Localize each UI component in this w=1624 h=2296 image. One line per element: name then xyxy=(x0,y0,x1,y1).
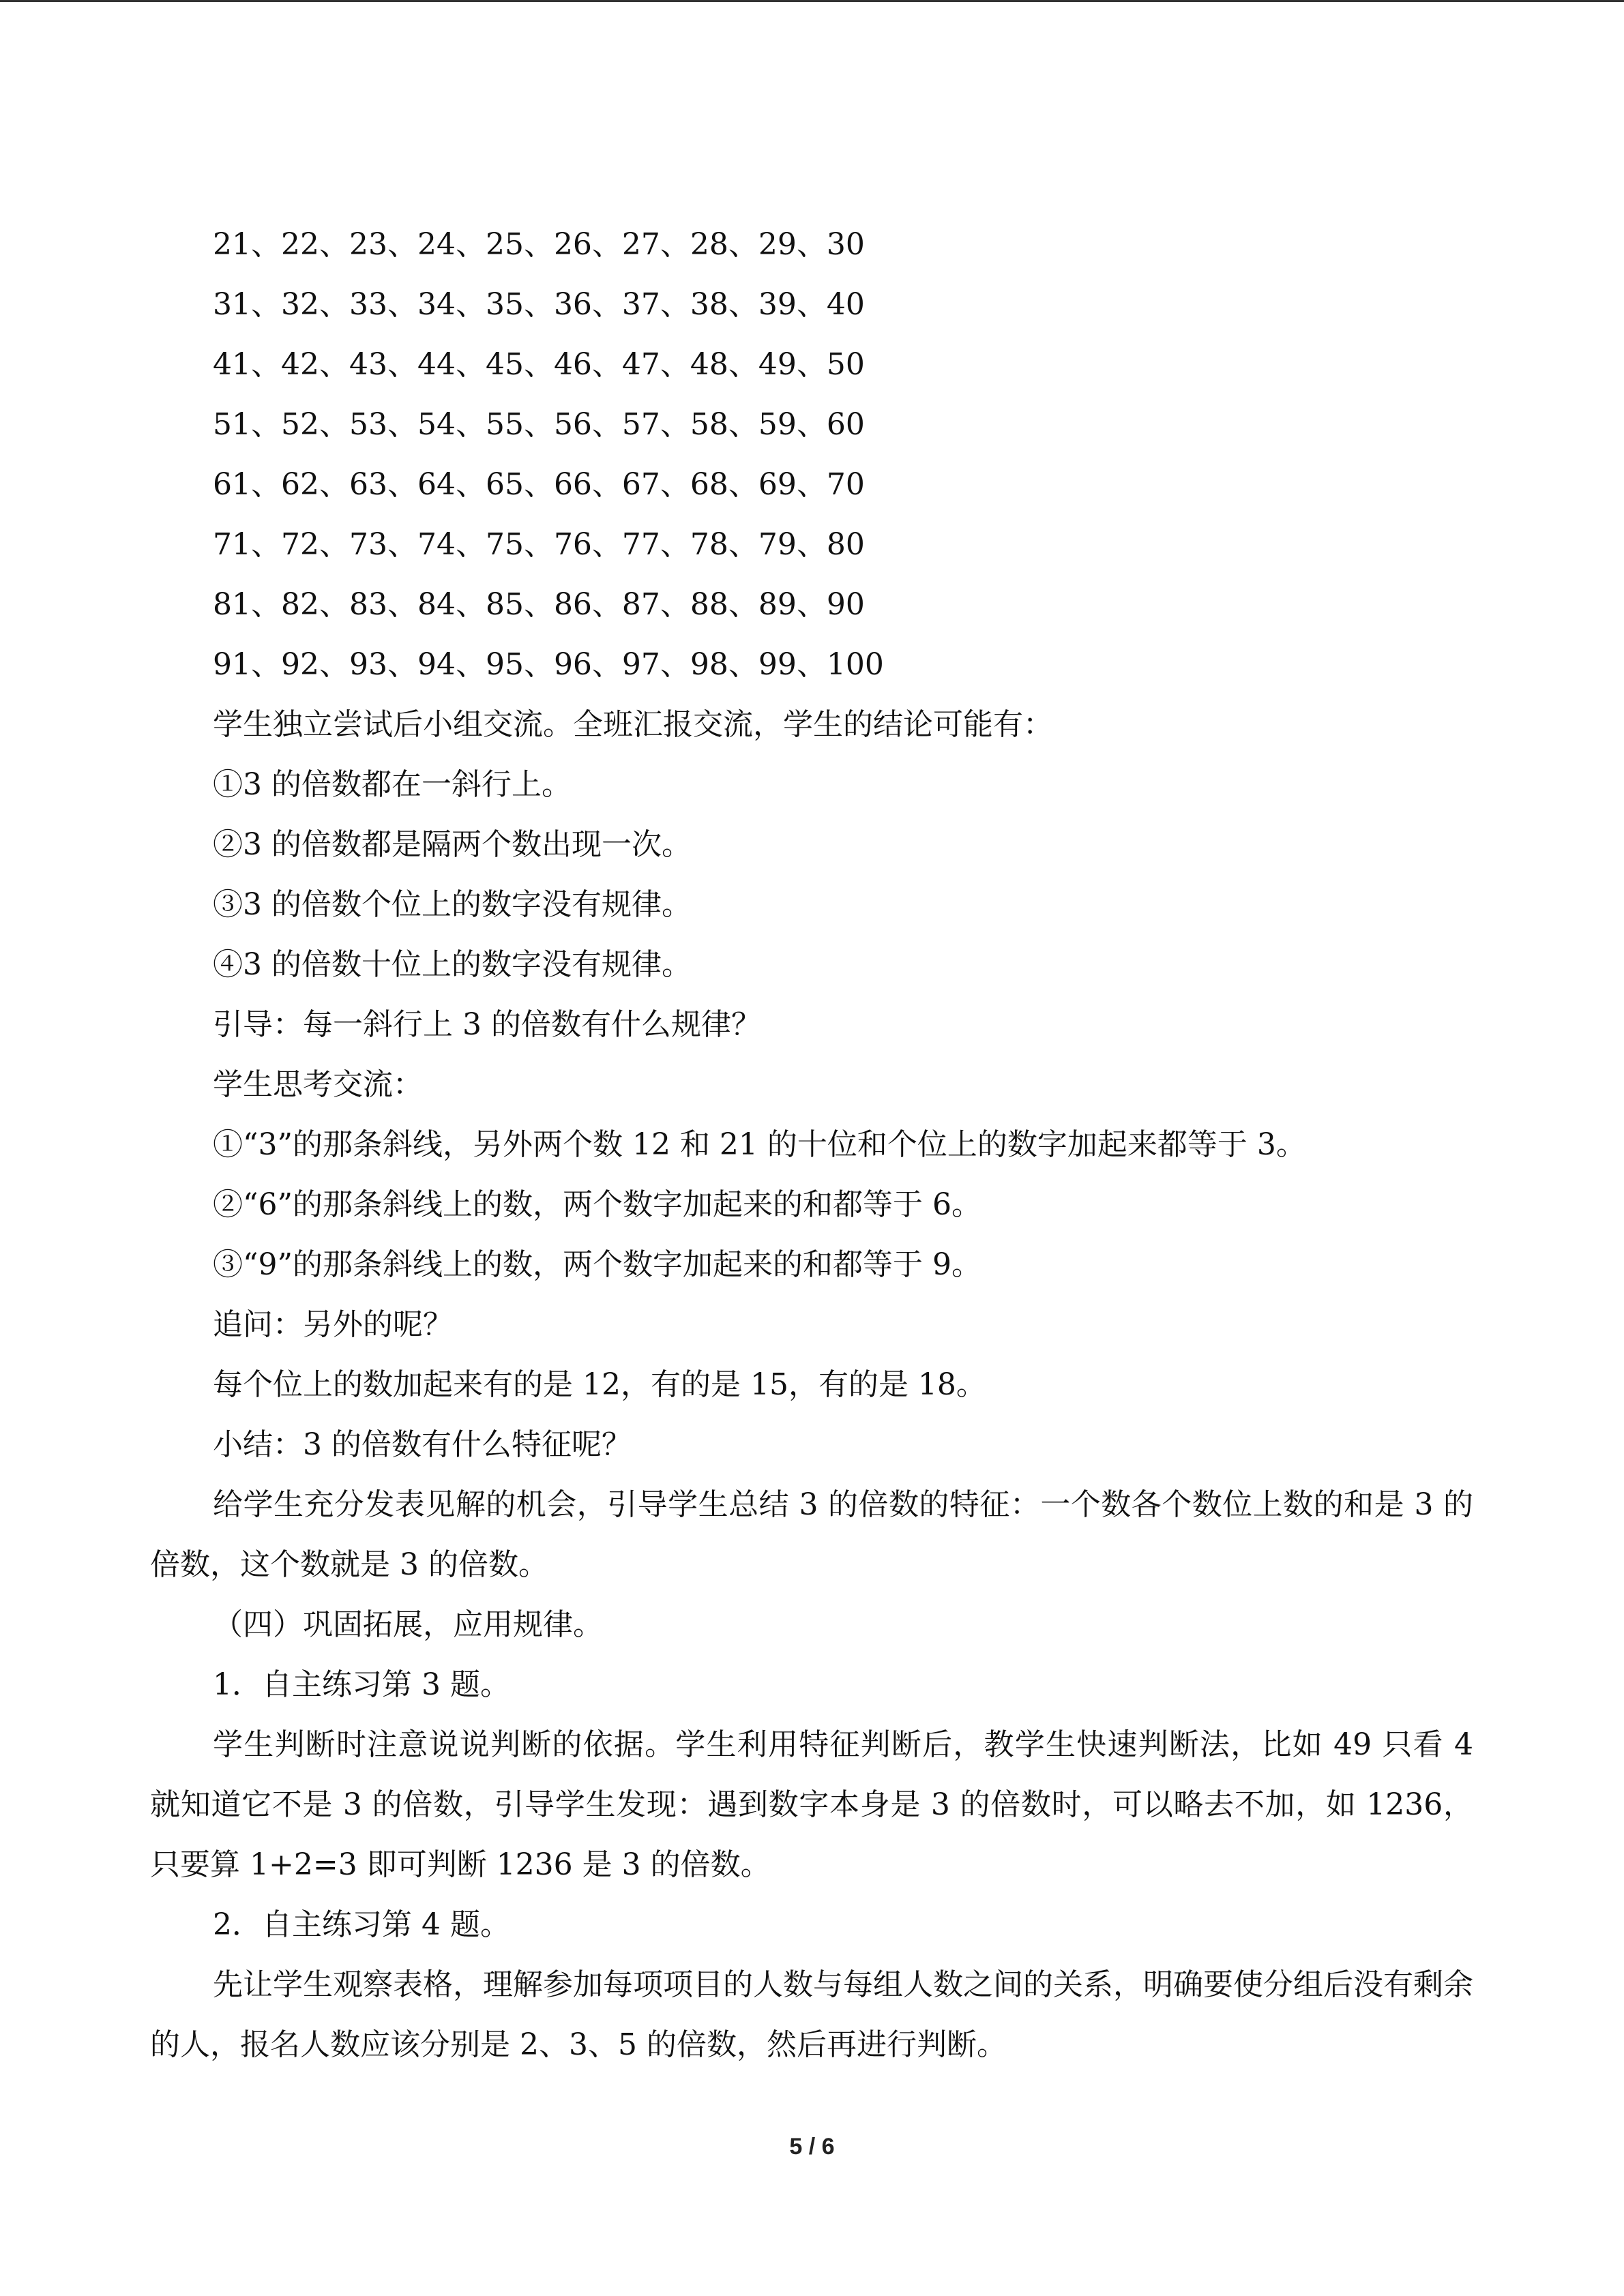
discussion-item: ③“9”的那条斜线上的数，两个数字加起来的和都等于 9。 xyxy=(213,1247,981,1282)
paragraph: 给学生充分发表见解的机会，引导学生总结 3 的倍数的特征：一个数各个数位上数的和是 3 的倍数，这个数就是 3 的倍数。 xyxy=(150,1487,1473,1582)
discussion-item: ①“3”的那条斜线，另外两个数 12 和 21 的十位和个位上的数字加起来都等于 3。 xyxy=(213,1127,1306,1162)
conclusion-item: ②3 的倍数都是隔两个数出现一次。 xyxy=(213,827,692,862)
paragraph: 学生判断时注意说说判断的依据。学生利用特征判断后，教学生快速判断法，比如 49 只看 4 就知道它不是 3 的倍数，引导学生发现：遇到数字本身是 3 的倍数时，可以略去不加，如 1236，只要算 1+2=3 即可判断 1236 是 3 的倍数。 xyxy=(150,1727,1473,1882)
paragraph: 学生思考交流： xyxy=(213,1067,423,1102)
section-heading: （四）巩固拓展，应用规律。 xyxy=(213,1607,603,1642)
paragraph: 追问：另外的呢？ xyxy=(213,1307,453,1342)
number-row: 31、32、33、34、35、36、37、38、39、40 xyxy=(213,287,865,322)
paragraph: 学生独立尝试后小组交流。全班汇报交流，学生的结论可能有： xyxy=(213,707,1053,742)
number-row: 41、42、43、44、45、46、47、48、49、50 xyxy=(213,347,865,382)
number-row: 91、92、93、94、95、96、97、98、99、100 xyxy=(213,647,884,682)
number-row: 81、82、83、84、85、86、87、88、89、90 xyxy=(213,587,865,622)
number-row: 21、22、23、24、25、26、27、28、29、30 xyxy=(213,227,865,262)
paragraph: 引导：每一斜行上 3 的倍数有什么规律？ xyxy=(213,1007,761,1042)
conclusion-item: ③3 的倍数个位上的数字没有规律。 xyxy=(213,887,692,922)
number-row: 71、72、73、74、75、76、77、78、79、80 xyxy=(213,527,865,562)
number-row: 51、52、53、54、55、56、57、58、59、60 xyxy=(213,407,865,442)
exercise-heading: 1．自主练习第 3 题。 xyxy=(213,1667,510,1702)
conclusion-item: ④3 的倍数十位上的数字没有规律。 xyxy=(213,947,692,982)
paragraph: 先让学生观察表格，理解参加每项项目的人数与每组人数之间的关系，明确要使分组后没有剩余的人，报名人数应该分别是 2、3、5 的倍数，然后再进行判断。 xyxy=(150,1967,1473,2062)
paragraph: 小结：3 的倍数有什么特征呢？ xyxy=(213,1427,632,1462)
page-number: 5 / 6 xyxy=(789,2134,835,2160)
number-row: 61、62、63、64、65、66、67、68、69、70 xyxy=(213,467,865,502)
page-content xyxy=(150,215,1473,2075)
conclusion-item: ①3 的倍数都在一斜行上。 xyxy=(213,767,572,802)
exercise-heading: 2．自主练习第 4 题。 xyxy=(213,1907,510,1942)
paragraph: 每个位上的数加起来有的是 12，有的是 15，有的是 18。 xyxy=(213,1367,986,1402)
discussion-item: ②“6”的那条斜线上的数，两个数字加起来的和都等于 6。 xyxy=(213,1187,981,1222)
